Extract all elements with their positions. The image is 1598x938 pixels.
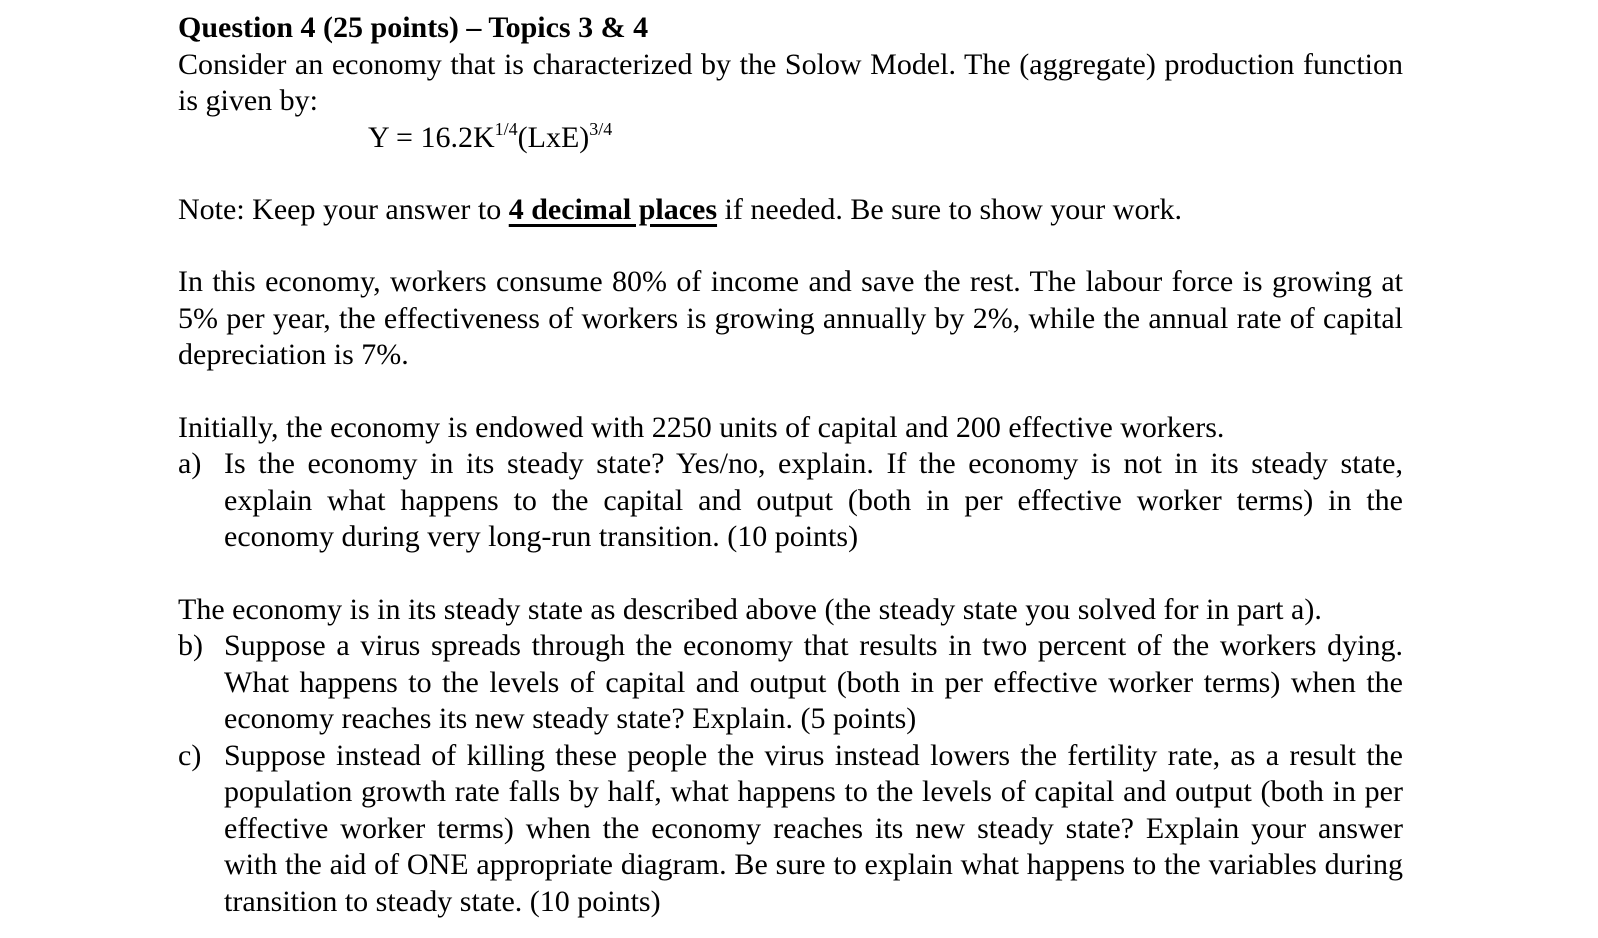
part-c-label: c): [178, 738, 202, 772]
spacer: [178, 228, 1403, 264]
question-document: [178, 10, 1403, 920]
spacer: [178, 156, 1403, 192]
part-c-text: Suppose instead of killing these people the virus instead lowers the fertility rate, as a result the population growth rate falls by half, what happens to the levels of capital and output (both in per effective worker terms) when the economy reaches its new steady state? Explain your answer with the aid of ONE appropriate diagram. Be sure to explain what happens to the variables during transition to steady state. (10 points): [224, 738, 1403, 918]
question-part-b: [178, 628, 1403, 738]
part-a-label: a): [178, 447, 202, 480]
part-b-text: Suppose a virus spreads through the economy that results in two percent of the workers dying. What happens to the levels of capital and output (both in per effective worker terms) when the economy reaches its new steady state? Explain. (5 points): [224, 629, 1403, 735]
part-b-label: b): [178, 629, 203, 662]
intro-paragraph: Consider an economy that is characterized by the Solow Model. The (aggregate) production function is given by:: [178, 47, 1403, 117]
question-title: Question 4 (25 points) – Topics 3 & 4: [178, 11, 649, 44]
part-a-text: Is the economy in its steady state? Yes/no, explain. If the economy is not in its steady state, explain what happens to the capital and output (both in per effective worker terms) in the economy during very long-run transition. (10 points): [224, 447, 1403, 553]
formula-exponent-2: 3/4: [589, 118, 613, 139]
note-line: [178, 192, 1403, 229]
note-before: Note: Keep your answer to: [178, 192, 509, 226]
economy-description: In this economy, workers consume 80% of income and save the rest. The labour force is growing at 5% per year, the effectiveness of workers is growing annually by 2%, while the annual rate of capital depreciation is 7%.: [178, 265, 1403, 371]
production-function: [178, 120, 1403, 156]
question-part-a: [178, 446, 1403, 556]
note-after: if needed. Be sure to show your work.: [717, 192, 1182, 226]
initial-condition: Initially, the economy is endowed with 2250 units of capital and 200 effective workers.: [178, 410, 1225, 444]
note-emphasis: 4 decimal places: [508, 192, 718, 226]
formula-exponent-1: 1/4: [494, 118, 518, 139]
formula-base-2: (LxE): [517, 120, 590, 154]
question-part-c: [178, 738, 1403, 921]
spacer: [178, 374, 1403, 410]
steady-state-statement: The economy is in its steady state as described above (the steady state you solved for in part a).: [178, 592, 1322, 626]
spacer: [178, 556, 1403, 592]
formula-base-1: Y = 16.2K: [368, 120, 495, 154]
